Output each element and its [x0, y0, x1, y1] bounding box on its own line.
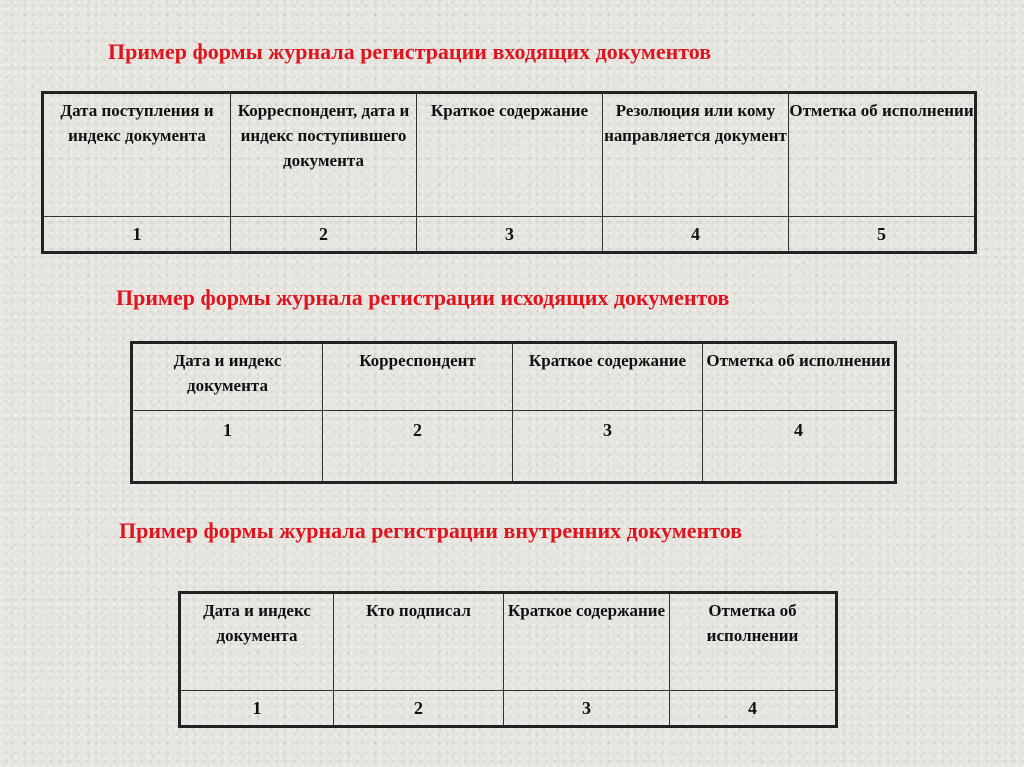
column-number-cell: 2 — [231, 217, 417, 253]
column-number-cell: 3 — [417, 217, 603, 253]
column-number-cell: 1 — [180, 691, 334, 727]
column-number-cell: 2 — [323, 411, 513, 483]
column-header-correspondent: Корреспондент, дата и индекс поступившего документа — [231, 93, 417, 217]
column-header-execution-mark: Отметка об исполнении — [670, 593, 837, 691]
column-number-cell: 4 — [670, 691, 837, 727]
column-number-cell: 5 — [789, 217, 976, 253]
column-number-cell: 3 — [504, 691, 670, 727]
outgoing-journal-title: Пример формы журнала регистрации исходящих документов — [116, 285, 730, 310]
column-header-receipt-date: Дата поступления и индекс документа — [43, 93, 231, 217]
table-header-row — [43, 93, 976, 217]
column-header-summary: Краткое содержание — [417, 93, 603, 217]
column-header-date-index: Дата и индекс документа — [180, 593, 334, 691]
column-number-cell: 2 — [334, 691, 504, 727]
table-row — [180, 691, 837, 727]
column-number-cell: 1 — [43, 217, 231, 253]
column-number-cell: 1 — [132, 411, 323, 483]
column-header-summary: Краткое содержание — [504, 593, 670, 691]
table-header-row — [180, 593, 837, 691]
column-header-summary: Краткое содержание — [513, 343, 703, 411]
internal-journal-title: Пример формы журнала регистрации внутренних документов — [119, 518, 743, 543]
table-row — [132, 411, 896, 483]
table-row — [43, 217, 976, 253]
column-header-date-index: Дата и индекс документа — [132, 343, 323, 411]
column-header-execution-mark: Отметка об исполнении — [789, 93, 976, 217]
column-header-execution-mark: Отметка об исполнении — [703, 343, 896, 411]
internal-journal-table — [178, 591, 838, 728]
column-header-signed-by: Кто подписал — [334, 593, 504, 691]
column-header-resolution: Резолюция или кому направляется документ — [603, 93, 789, 217]
column-number-cell: 3 — [513, 411, 703, 483]
column-number-cell: 4 — [703, 411, 896, 483]
table-header-row — [132, 343, 896, 411]
incoming-journal-title: Пример формы журнала регистрации входящих документов — [108, 39, 712, 64]
incoming-journal-table — [41, 91, 977, 254]
column-number-cell: 4 — [603, 217, 789, 253]
outgoing-journal-table — [130, 341, 897, 484]
column-header-correspondent: Корреспондент — [323, 343, 513, 411]
